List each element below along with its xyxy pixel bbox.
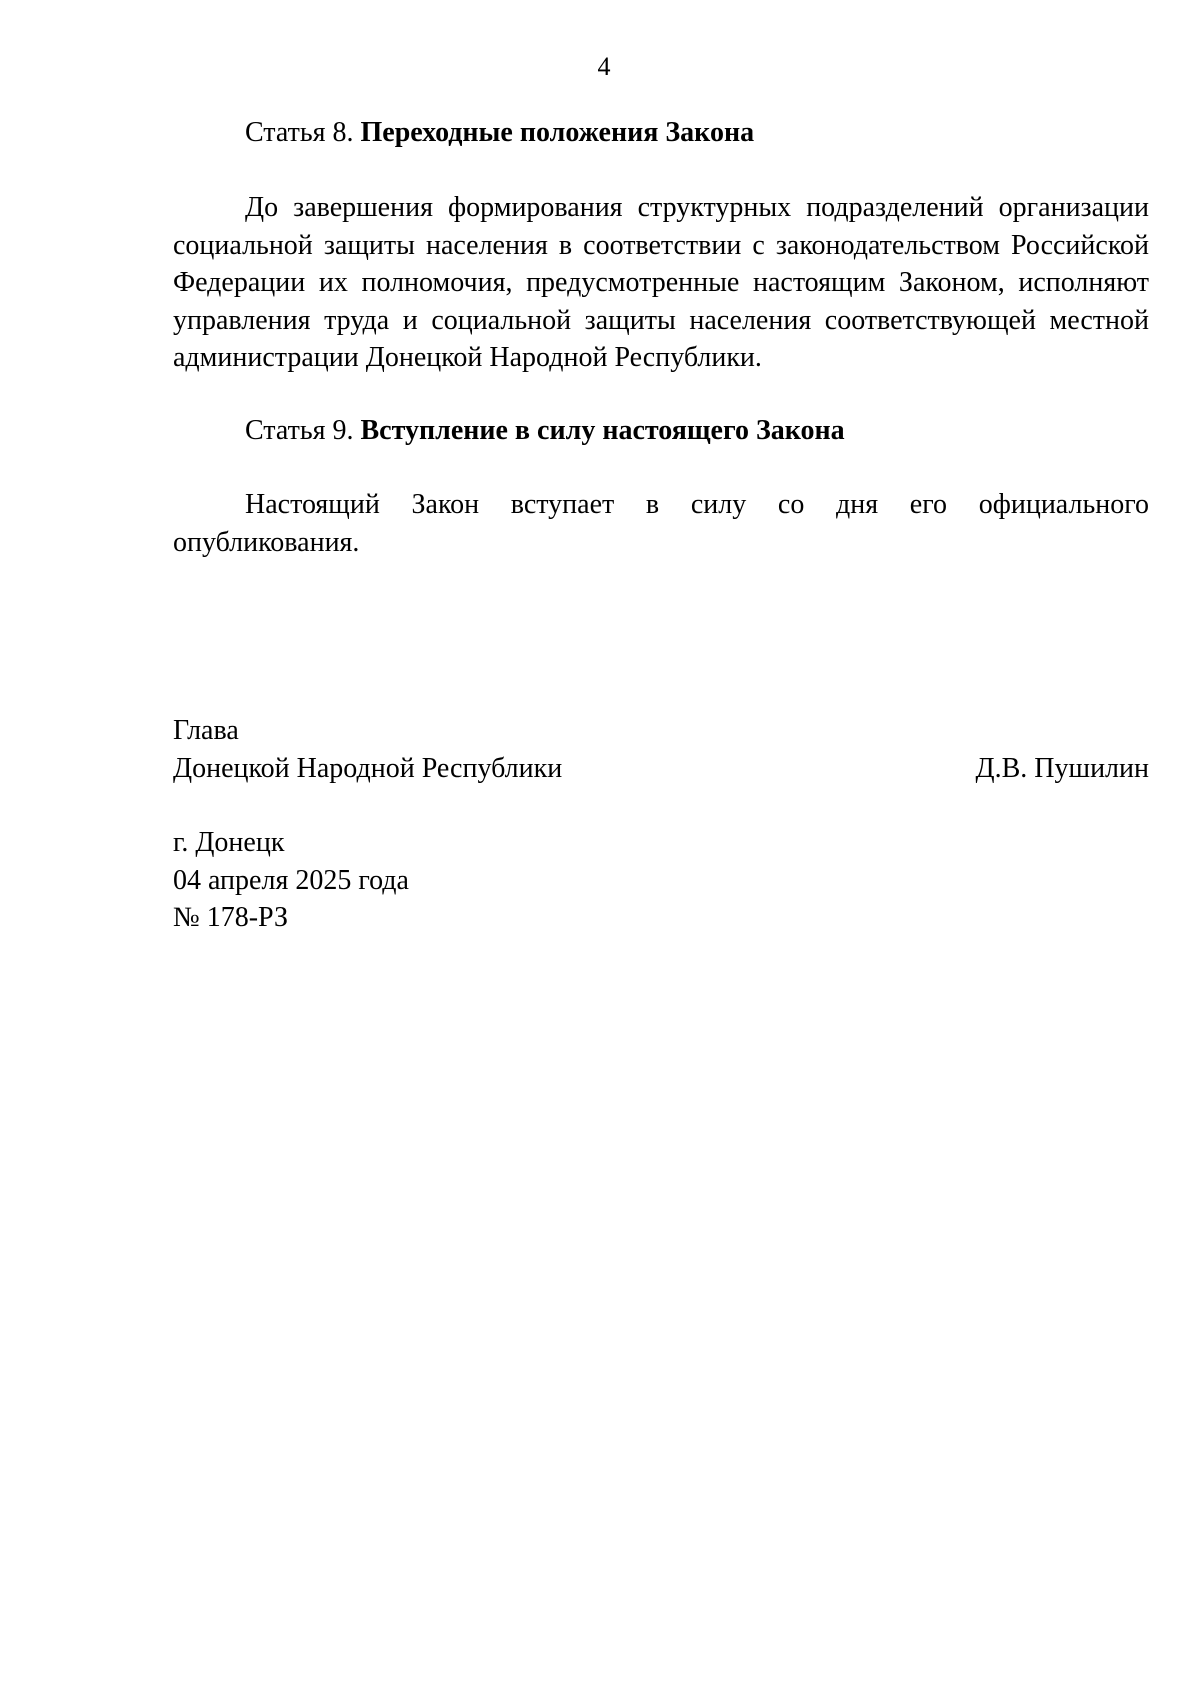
article-8-line: администрации Донецкой Народной Республики. (173, 342, 762, 374)
article-8-title: Переходные положения Закона (360, 117, 755, 148)
document-city: г. Донецк (173, 827, 285, 858)
signature-row (173, 750, 1149, 788)
article-8-prefix: Статья 8. (245, 117, 354, 148)
article-9-body (173, 486, 1149, 561)
article-8-heading (245, 114, 1145, 152)
document-number: № 178-РЗ (173, 902, 288, 933)
article-8-body (173, 189, 1149, 377)
article-8-line: социальной защиты населения в соответствии с законодательством Российской (173, 229, 1149, 261)
article-9-line: опубликования. (173, 526, 360, 558)
article-8-line: управления труда и социальной защиты населения соответствующей местной (173, 304, 1149, 336)
signatory-position-line2: Донецкой Народной Республики (173, 753, 563, 784)
signatory-name: Д.В. Пушилин (975, 753, 1149, 784)
signature-block (173, 712, 1149, 788)
article-8-line: До завершения формирования структурных подразделений организации (245, 192, 1149, 223)
article-9-prefix: Статья 9. (245, 415, 354, 446)
document-date: 04 апреля 2025 года (173, 864, 409, 896)
article-9-line: Настоящий Закон вступает в силу со дня его официального (245, 489, 1149, 520)
signatory-position-line1: Глава (173, 715, 239, 746)
document-meta (173, 824, 409, 937)
article-9-title: Вступление в силу настоящего Закона (360, 415, 845, 446)
article-8-line: Федерации их полномочия, предусмотренные настоящим Законом, исполняют (173, 267, 1149, 299)
article-9-heading (245, 412, 1145, 450)
page-number: 4 (597, 52, 611, 81)
